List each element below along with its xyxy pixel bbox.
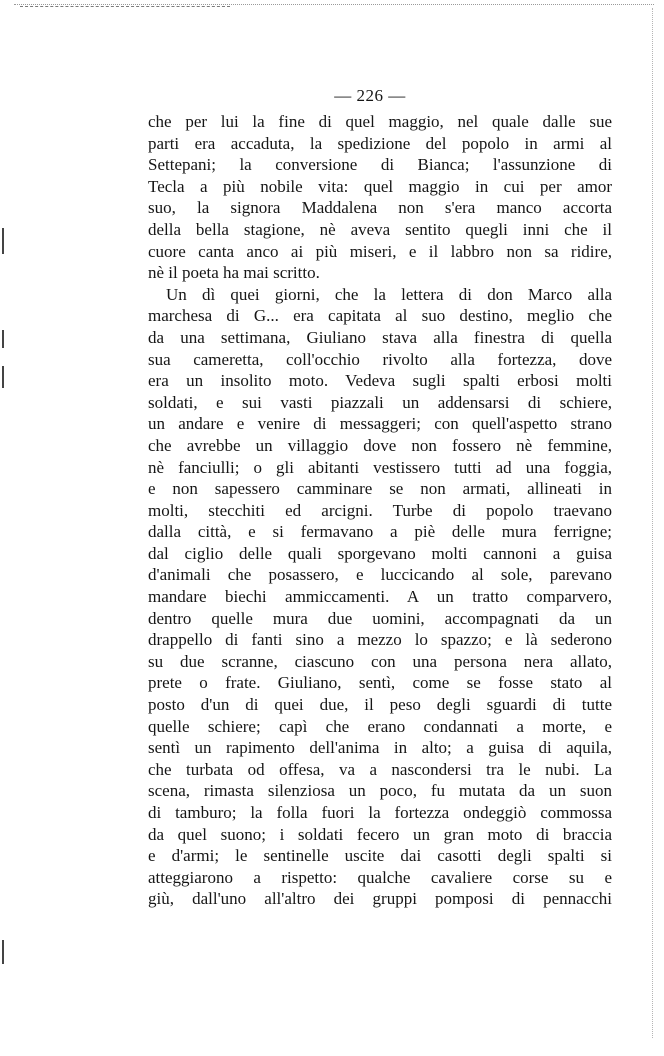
right-page-edge (652, 8, 653, 1038)
text-line: marchesa di G... era capitata al suo destino, meglio che (148, 306, 612, 326)
text-line: dal ciglio delle quali sporgevano molti cannoni a guisa (148, 543, 612, 563)
text-line: da una settimana, Giuliano stava alla finestra di quella (148, 327, 612, 347)
text-line: suo, la signora Maddalena non s'era manco accorta (148, 198, 612, 218)
left-margin-mark (2, 366, 4, 388)
text-line: Settepani; la conversione di Bianca; l'assunzione di (148, 155, 612, 175)
text-line: mandare biechi ammiccamenti. A un tratto comparvero, (148, 587, 612, 607)
text-line: da quel suono; i soldati fecero un gran moto di braccia (148, 824, 612, 844)
text-line: parti era accaduta, la spedizione del popolo in armi al (148, 133, 612, 153)
top-edge-smudge (20, 6, 230, 7)
page-number: — 226 — (334, 86, 406, 105)
text-line: cuore canta anco ai più miseri, e il labbro non sa ridire, (148, 241, 612, 261)
left-margin-mark (2, 940, 4, 964)
text-line: soldati, e sui vasti piazzali un addensarsi di schiere, (148, 392, 612, 412)
text-line: d'animali che posassero, e luccicando al sole, parevano (148, 565, 612, 585)
text-line: atteggiarono a rispetto: qualche cavaliere corse su e (148, 867, 612, 887)
text-line: nè fanciulli; o gli abitanti vestissero tutti ad una foggia, (148, 457, 612, 477)
text-line: nè il poeta ha mai scritto. (148, 263, 320, 283)
text-line: su due scranne, ciascuno con una persona nera allato, (148, 651, 612, 671)
text-line: dalla città, e si fermavano a piè delle mura ferrigne; (148, 522, 612, 542)
top-edge-rule (14, 4, 654, 5)
text-line: molti, stecchiti ed arcigni. Turbe di popolo traevano (148, 500, 612, 520)
text-line: sua cameretta, coll'occhio rivolto alla fortezza, dove (148, 349, 612, 369)
text-line: scena, rimasta silenziosa un poco, fu mutata da un suon (148, 781, 612, 801)
text-line: drappello di fanti sino a mezzo lo spazzo; e là sederono (148, 630, 612, 650)
body-text (148, 111, 612, 910)
text-line: dentro quelle mura due uomini, accompagnati da un (148, 608, 612, 628)
left-margin-mark (2, 228, 4, 254)
text-line: giù, dall'uno all'altro dei gruppi pomposi di pennacchi (148, 889, 612, 909)
text-line: e d'armi; le sentinelle uscite dai casotti degli spalti si (148, 846, 612, 866)
text-line: che per lui la fine di quel maggio, nel quale dalle sue (148, 112, 612, 131)
text-line: che avrebbe un villaggio dove non fossero nè femmine, (148, 435, 612, 455)
text-line: prete o frate. Giuliano, sentì, come se fosse stato al (148, 673, 612, 693)
text-line: di tamburo; la folla fuori la fortezza ondeggiò commossa (148, 803, 612, 822)
text-line: sentì un rapimento dell'anima in alto; a guisa di aquila, (148, 738, 612, 758)
text-line: un andare e venire di messaggeri; con quell'aspetto strano (148, 414, 612, 434)
text-line: e non sapessero camminare se non armati, allineati in (148, 479, 612, 499)
text-line: Un dì quei giorni, che la lettera di don Marco alla (166, 284, 612, 304)
text-line: quelle schiere; capì che erano condannati a morte, e (148, 716, 612, 736)
text-line: che turbata od offesa, va a nascondersi tra le nubi. La (148, 759, 612, 779)
left-margin-mark (2, 330, 4, 348)
text-line: posto d'un di quei due, il peso degli sguardi di tutte (148, 695, 612, 715)
text-line: della bella stagione, nè aveva sentito quegli inni che il (148, 219, 612, 239)
text-line: era un insolito moto. Vedeva sugli spalti erbosi molti (148, 371, 612, 391)
text-line: Tecla a più nobile vita: quel maggio in cui per amor (148, 176, 612, 196)
